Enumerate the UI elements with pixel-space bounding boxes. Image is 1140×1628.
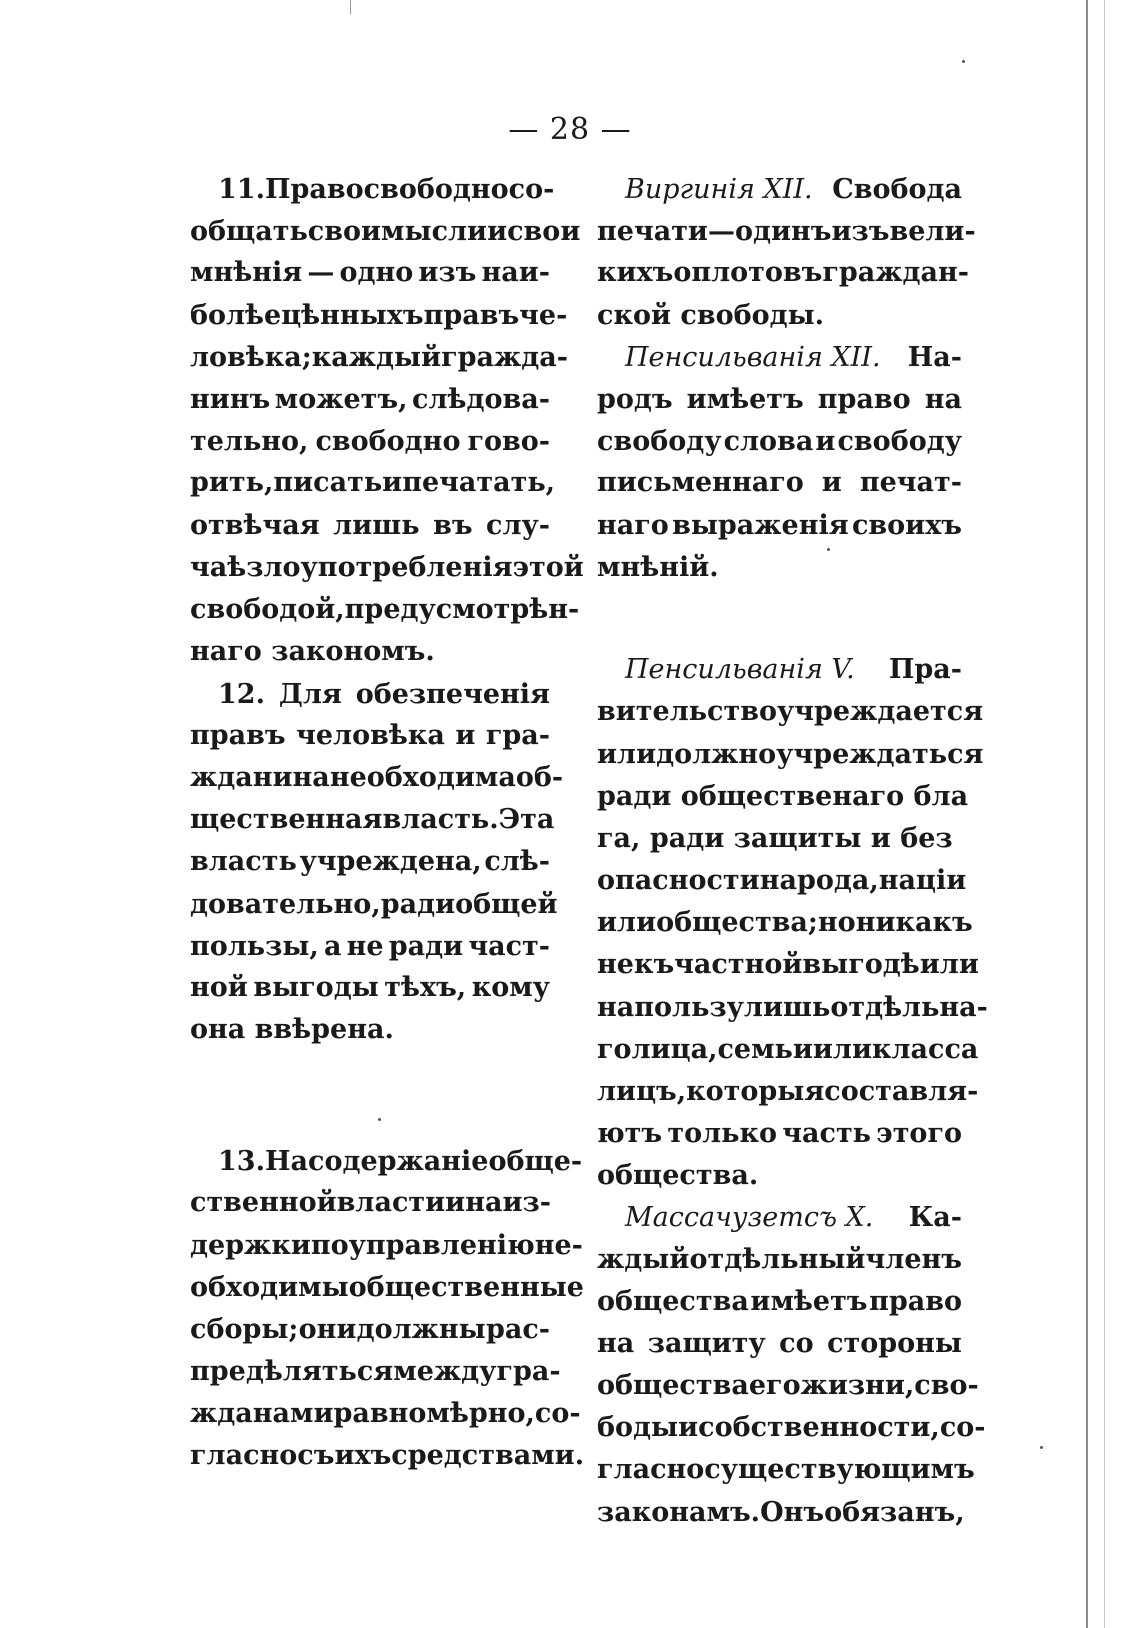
- right-column-line: га, ради защиты и без: [597, 823, 953, 854]
- word: а: [324, 931, 342, 962]
- word: средствами.: [391, 1440, 585, 1471]
- word: Онъ: [760, 1497, 825, 1528]
- left-column-line: [190, 212, 581, 252]
- left-column-line: [190, 1394, 581, 1434]
- right-column-line: [597, 506, 962, 546]
- right-column-line: [597, 735, 984, 775]
- ink-speck: [827, 548, 830, 551]
- word: наи-: [481, 257, 550, 288]
- right-column-line: [597, 692, 984, 732]
- source-citation: Пенсильванія V.: [625, 654, 855, 685]
- right-column-line: [597, 422, 962, 462]
- word: слѣ-: [484, 846, 550, 877]
- word: общать: [190, 216, 308, 247]
- line-text: Ка-: [908, 1202, 962, 1233]
- word: печатать,: [402, 467, 556, 498]
- word: об-: [515, 762, 564, 793]
- word: и: [455, 720, 476, 751]
- word: жданина: [190, 762, 330, 793]
- right-column-line: [597, 380, 962, 420]
- word: можетъ,: [274, 384, 408, 415]
- word: че-: [519, 300, 568, 331]
- word: существующимъ: [704, 1454, 975, 1485]
- word: свободу: [837, 426, 962, 457]
- word: они: [298, 1314, 357, 1345]
- word: имѣетъ: [686, 384, 804, 415]
- word: со-: [939, 1412, 986, 1443]
- word: необходима: [329, 762, 516, 793]
- word: мысли: [381, 216, 488, 247]
- word: изъ: [831, 216, 890, 247]
- page-edge-line: [350, 0, 351, 14]
- word: одно: [339, 257, 414, 288]
- word: его: [748, 1370, 801, 1401]
- right-column-line: [597, 1408, 986, 1448]
- word: ждый: [597, 1244, 690, 1275]
- word: правъ: [190, 720, 286, 751]
- left-column-line: [190, 296, 568, 336]
- word: народа,: [759, 865, 879, 896]
- word: предѣляться: [190, 1356, 394, 1387]
- word: отвѣчая: [190, 510, 320, 541]
- word: равномѣрно,: [333, 1398, 535, 1429]
- word: обходимы: [190, 1272, 349, 1303]
- word: на: [597, 992, 635, 1023]
- word: рас-: [485, 1314, 550, 1345]
- word: класса: [872, 1034, 979, 1065]
- left-column-line: [190, 590, 580, 630]
- right-column-line: [597, 463, 962, 503]
- left-column-line: [218, 675, 550, 715]
- word: кому: [471, 972, 550, 1003]
- word: гласно: [597, 1454, 705, 1485]
- word: жданами: [190, 1398, 334, 1429]
- left-column-line: [190, 927, 550, 967]
- word: ной: [190, 972, 248, 1003]
- word: общественные: [348, 1272, 584, 1303]
- word: гра-: [485, 720, 550, 751]
- left-column-line: [190, 1183, 550, 1223]
- word: ихъ: [334, 1440, 392, 1471]
- source-citation: Пенсильванія XII.: [625, 342, 881, 373]
- word: из-: [502, 1187, 551, 1218]
- left-column-line: она ввѣрена.: [190, 1014, 394, 1045]
- word: этого: [876, 1118, 962, 1149]
- word: общества: [597, 1286, 749, 1317]
- word: граждан-: [822, 257, 970, 288]
- left-column-line: [190, 253, 550, 293]
- left-column-line: [190, 842, 550, 882]
- word: лицъ,: [597, 1076, 687, 1107]
- word: право: [817, 384, 911, 415]
- word: правъ: [423, 300, 520, 331]
- word: со-: [534, 1398, 581, 1429]
- word: щественная: [190, 804, 383, 835]
- word: этой: [512, 552, 584, 583]
- word: по: [310, 1230, 349, 1261]
- word: обязанъ,: [824, 1497, 965, 1528]
- word: сборы;: [190, 1314, 299, 1345]
- word: семьи: [717, 1034, 813, 1065]
- word: власть: [190, 846, 297, 877]
- right-column-line: [597, 1072, 979, 1112]
- word: и: [445, 1187, 466, 1218]
- right-column-line: [597, 1366, 979, 1406]
- word: и: [487, 216, 508, 247]
- left-column-line: [190, 1436, 585, 1476]
- left-column-line: [190, 380, 550, 420]
- right-column-line: [597, 1114, 962, 1154]
- word: управленію: [348, 1230, 535, 1261]
- right-column-line: [597, 253, 970, 293]
- word: пользу: [634, 992, 744, 1023]
- word: чаѣ: [190, 552, 247, 583]
- word: родъ: [597, 384, 673, 415]
- right-column-line: мнѣній.: [597, 552, 719, 583]
- word: членъ: [865, 1244, 962, 1275]
- word: 12.: [218, 679, 265, 710]
- word: законамъ.: [597, 1497, 761, 1528]
- word: гра-: [496, 1356, 561, 1387]
- source-citation: Виргинія XII.: [625, 174, 813, 205]
- word: и: [821, 467, 842, 498]
- word: должны: [356, 1314, 486, 1345]
- left-column-line: [190, 885, 558, 925]
- word: каждый: [311, 342, 442, 373]
- word: Для: [278, 679, 342, 710]
- word: стороны: [827, 1328, 962, 1359]
- word: или: [597, 907, 657, 938]
- word: только: [667, 1118, 777, 1149]
- word: 11.: [218, 174, 265, 205]
- right-column-line: ской свободы.: [597, 300, 825, 331]
- word: на: [597, 1328, 635, 1359]
- right-column-line: [625, 338, 962, 378]
- word: мнѣнія: [190, 257, 303, 288]
- word: не: [346, 931, 384, 962]
- ink-speck: [962, 60, 965, 63]
- word: держки: [190, 1230, 311, 1261]
- word: вительство: [597, 696, 777, 727]
- left-column-line: [190, 422, 550, 462]
- word: ради: [388, 931, 464, 962]
- word: или: [919, 949, 979, 980]
- word: свободно: [315, 426, 461, 457]
- left-column-line: [190, 1226, 583, 1266]
- ink-speck: [1040, 1446, 1043, 1449]
- word: тѣхъ,: [384, 972, 467, 1003]
- word: печати—одинъ: [597, 216, 832, 247]
- right-column-line: [597, 1324, 962, 1364]
- word: ютъ: [597, 1118, 663, 1149]
- right-column-line: [597, 903, 973, 943]
- word: отдѣльный: [689, 1244, 866, 1275]
- ink-speck: [378, 1118, 381, 1121]
- word: ловѣка;: [190, 342, 312, 373]
- word: отдѣльна-: [830, 992, 988, 1023]
- word: изъ: [418, 257, 477, 288]
- line-text: Свобода: [832, 174, 962, 205]
- word: учреждена,: [299, 846, 482, 877]
- word: жизни,: [800, 1370, 915, 1401]
- word: свои: [307, 216, 382, 247]
- right-column-line: [625, 650, 962, 690]
- word: го: [597, 1034, 632, 1065]
- word: слѣдова-: [412, 384, 550, 415]
- right-column-line: [597, 945, 979, 985]
- line-text: На-: [907, 342, 962, 373]
- word: свободно: [363, 174, 509, 205]
- word: слу-: [486, 510, 550, 541]
- right-column-line: [597, 1450, 975, 1490]
- word: не: [597, 949, 634, 980]
- right-column-line: [597, 861, 967, 901]
- word: 13.: [218, 1146, 265, 1177]
- word: кихъ: [597, 257, 674, 288]
- left-column-line: [190, 800, 555, 840]
- word: болѣе: [190, 300, 282, 331]
- word: частной: [674, 949, 803, 980]
- right-column-line: общества.: [597, 1160, 759, 1191]
- word: свои: [507, 216, 581, 247]
- word: содержаніе: [308, 1146, 489, 1177]
- word: печат-: [859, 467, 962, 498]
- left-column-line: [190, 1268, 584, 1308]
- word: ственной: [190, 1187, 337, 1218]
- word: гово-: [467, 426, 550, 457]
- left-column-line: [190, 1352, 561, 1392]
- left-column-line: [190, 506, 550, 546]
- word: имѣетъ: [750, 1286, 868, 1317]
- word: гражда-: [441, 342, 569, 373]
- word: лица,: [631, 1034, 718, 1065]
- word: человѣка: [296, 720, 445, 751]
- word: свободой,: [190, 594, 345, 625]
- word: —: [307, 257, 335, 288]
- word: сво-: [914, 1370, 979, 1401]
- word: обезпеченія: [355, 679, 550, 710]
- word: между: [393, 1356, 497, 1387]
- word: не-: [534, 1230, 583, 1261]
- left-column-line: [190, 758, 564, 798]
- word: лишь: [333, 510, 420, 541]
- word: свободу: [597, 426, 722, 457]
- word: боды: [597, 1412, 679, 1443]
- right-column-line: [597, 212, 976, 252]
- word: цѣнныхъ: [281, 300, 424, 331]
- right-column-line: [597, 1030, 979, 1070]
- word: гласно: [190, 1440, 298, 1471]
- word: злоупотребленія: [246, 552, 513, 583]
- word: слова: [723, 426, 814, 457]
- word: и: [678, 1412, 699, 1443]
- right-column-line: ради общественаго бла: [597, 781, 969, 812]
- word: со-: [508, 174, 555, 205]
- word: съ: [297, 1440, 335, 1471]
- right-column-line: [597, 1282, 962, 1322]
- word: защиту: [647, 1328, 766, 1359]
- word: оплотовъ: [673, 257, 823, 288]
- word: выраженія: [672, 510, 849, 541]
- word: предусмотрѣн-: [344, 594, 580, 625]
- word: выгодѣ: [802, 949, 920, 980]
- right-column-line: [597, 1493, 965, 1533]
- word: въ: [433, 510, 473, 541]
- word: къ: [633, 949, 675, 980]
- word: часть: [782, 1118, 872, 1149]
- word: составля-: [824, 1076, 979, 1107]
- word: Эта: [498, 804, 555, 835]
- word: націи: [878, 865, 967, 896]
- right-column-line: [597, 1240, 962, 1280]
- word: пользы,: [190, 931, 319, 962]
- word: общества;: [656, 907, 818, 938]
- word: вели-: [889, 216, 976, 247]
- left-column-line: [190, 548, 584, 588]
- word: На: [264, 1146, 308, 1177]
- word: право: [869, 1286, 962, 1317]
- word: но: [817, 907, 856, 938]
- word: которыя: [686, 1076, 825, 1107]
- word: общей: [455, 889, 558, 920]
- word: наго: [597, 510, 669, 541]
- word: со: [779, 1328, 814, 1359]
- word: учреждаться: [776, 739, 984, 770]
- word: или: [812, 1034, 872, 1065]
- word: никакъ: [855, 907, 973, 938]
- word: нинъ: [190, 384, 271, 415]
- word: власти: [336, 1187, 446, 1218]
- word: должно: [656, 739, 777, 770]
- word: и: [815, 426, 836, 457]
- left-column-line: [190, 463, 556, 503]
- source-citation: Массачузетсъ X.: [625, 1202, 874, 1233]
- page-number: — 28 —: [508, 112, 632, 147]
- word: письменнаго: [597, 467, 804, 498]
- left-column-line: [218, 170, 555, 210]
- right-column-line: [597, 988, 988, 1028]
- word: ради: [380, 889, 456, 920]
- line-text: Пра-: [888, 654, 962, 685]
- word: част-: [468, 931, 550, 962]
- word: власть.: [382, 804, 499, 835]
- left-column-line: наго закономъ.: [190, 636, 435, 667]
- left-column-line: [190, 716, 550, 756]
- right-column-line: [625, 170, 962, 210]
- word: общества: [597, 1370, 749, 1401]
- word: на: [924, 384, 962, 415]
- word: на: [465, 1187, 503, 1218]
- word: Право: [264, 174, 364, 205]
- word: своихъ: [851, 510, 962, 541]
- left-column-line: [218, 1142, 583, 1182]
- word: выгоды: [253, 972, 379, 1003]
- left-column-line: [190, 1310, 550, 1350]
- left-column-line: [190, 968, 550, 1008]
- right-column-line: [625, 1198, 962, 1238]
- page-edge-line: [1086, 0, 1088, 1628]
- word: лишь: [743, 992, 831, 1023]
- word: или: [597, 739, 657, 770]
- word: опасности: [597, 865, 760, 896]
- word: рить,: [190, 467, 274, 498]
- word: собственности,: [698, 1412, 940, 1443]
- word: довательно,: [190, 889, 381, 920]
- word: обще-: [488, 1146, 583, 1177]
- left-column-line: [190, 338, 569, 378]
- word: писать: [273, 467, 383, 498]
- word: и: [382, 467, 403, 498]
- word: тельно,: [190, 426, 309, 457]
- page-edge-line: [1104, 0, 1105, 1628]
- word: учреждается: [777, 696, 984, 727]
